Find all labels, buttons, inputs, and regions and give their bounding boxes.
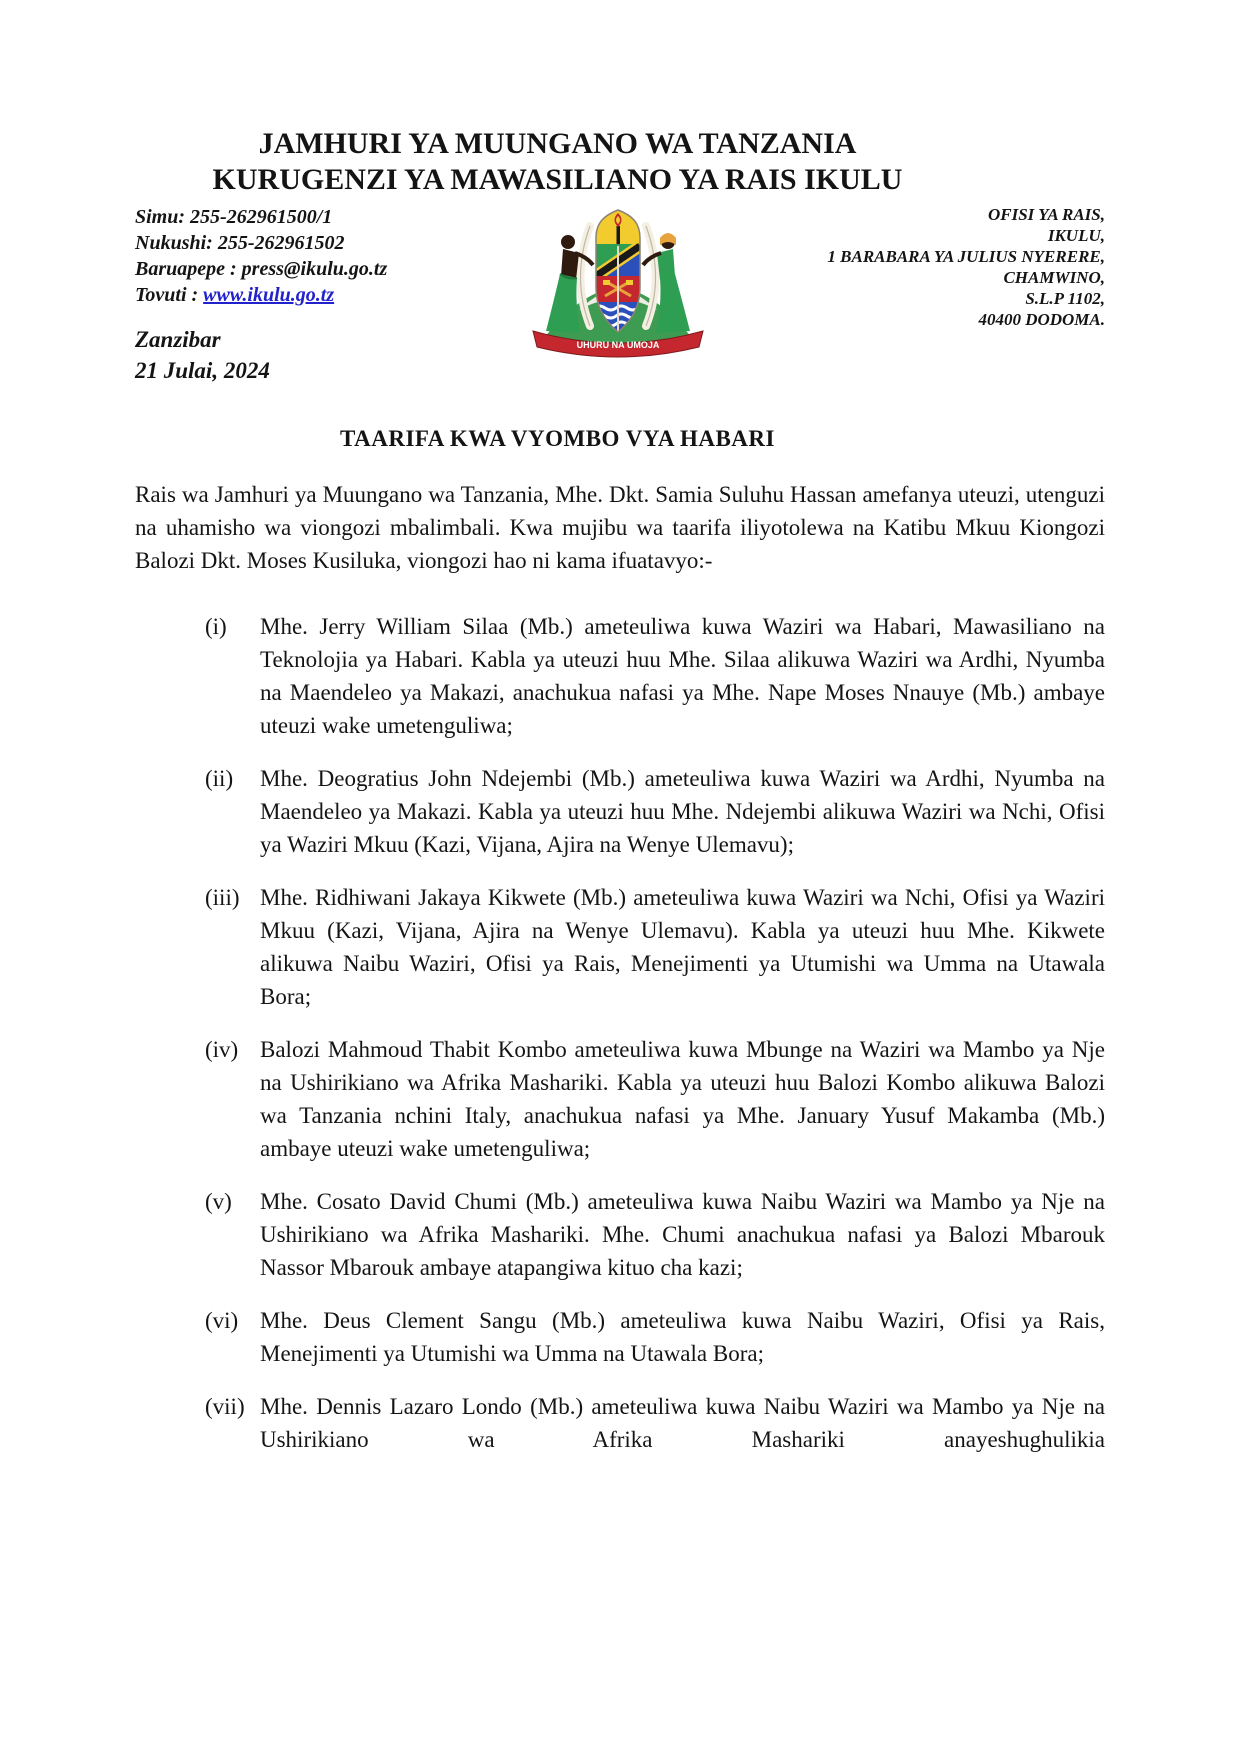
fax-label: Nukushi: xyxy=(135,232,213,254)
letterhead xyxy=(135,126,980,198)
website-label: Tovuti : xyxy=(135,284,199,306)
appointment-numeral: (ii) xyxy=(205,766,234,791)
dateline xyxy=(135,324,555,386)
appointment-text: Mhe. Ridhiwani Jakaya Kikwete (Mb.) ameteuliwa kuwa Waziri wa Nchi, Ofisi ya Waziri Mkuu (Kazi, Vijana, Ajira na Wenye Ulemavu). Kabla ya uteuzi huu Mhe. Kikwete alikuwa Naibu Waziri, Ofisi ya Rais, Menejimenti ya Utumishi wa Umma na Utawala Bora; xyxy=(260,885,1105,1009)
appointment-numeral: (vi) xyxy=(205,1308,239,1333)
dateline-place: Zanzibar xyxy=(135,327,221,352)
address-line: 40400 DODOMA. xyxy=(978,310,1105,329)
address-line: CHAMWINO, xyxy=(1003,268,1105,287)
org-title-line1: JAMHURI YA MUUNGANO WA TANZANIA xyxy=(258,127,857,160)
email-row xyxy=(135,256,555,282)
appointment-numeral: (iv) xyxy=(205,1037,239,1062)
letterhead-row xyxy=(135,204,1105,386)
org-title-line2: KURUGENZI YA MAWASILIANO YA RAIS IKULU xyxy=(212,163,903,196)
intro-paragraph: Rais wa Jamhuri ya Muungano wa Tanzania, Mhe. Dkt. Samia Suluhu Hassan amefanya uteuzi, utenguzi na uhamisho wa viongozi mbalimbali. Kwa mujibu wa taarifa iliyotolewa na Katibu Mkuu Kiongozi Balozi Dkt. Moses Kusiluka, viongozi hao ni kama ifuatavyo:- xyxy=(135,482,1105,573)
emblem-motto: UHURU NA UMOJA xyxy=(576,340,660,350)
appointment-text: Mhe. Dennis Lazaro Londo (Mb.) ameteuliwa kuwa Naibu Waziri wa Mambo ya Nje na Ushirikiano wa Afrika Mashariki anayeshughulikia xyxy=(260,1394,1105,1452)
appointment-text: Mhe. Jerry William Silaa (Mb.) ameteuliwa kuwa Waziri wa Habari, Mawasiliano na Teknolojia ya Habari. Kabla ya uteuzi huu Mhe. Silaa alikuwa Waziri wa Ardhi, Nyumba na Maendeleo ya Makazi, anachukua nafasi ya Mhe. Nape Moses Nnauye (Mb.) ambaye uteuzi wake umetenguliwa; xyxy=(260,614,1105,738)
email-label: Baruapepe : xyxy=(135,258,237,280)
list-item xyxy=(205,610,1105,742)
list-item xyxy=(205,1304,1105,1370)
appointment-text: Mhe. Cosato David Chumi (Mb.) ameteuliwa kuwa Naibu Waziri wa Mambo ya Nje na Ushirikiano wa Afrika Mashariki. Mhe. Chumi anachukua nafasi ya Balozi Mbarouk Nassor Mbarouk ambaye atapangiwa kituo cha kazi; xyxy=(260,1189,1105,1280)
website-row xyxy=(135,282,555,308)
email-value: press@ikulu.go.tz xyxy=(241,258,388,280)
phone-row xyxy=(135,204,555,230)
fax-row xyxy=(135,230,555,256)
list-item xyxy=(205,1185,1105,1284)
fax-value: 255-262961502 xyxy=(217,232,345,254)
list-item xyxy=(205,1390,1105,1456)
dateline-date: 21 Julai, 2024 xyxy=(135,358,270,383)
press-release-heading: TAARIFA KWA VYOMBO VYA HABARI xyxy=(340,426,775,451)
phone-label: Simu: xyxy=(135,206,186,228)
phone-value: 255-262961500/1 xyxy=(190,206,333,228)
appointments-list xyxy=(135,610,1105,1456)
address-line: OFISI YA RAIS, xyxy=(987,205,1105,224)
address-block xyxy=(827,204,1105,330)
appointment-numeral: (v) xyxy=(205,1189,232,1214)
appointment-numeral: (vii) xyxy=(205,1394,245,1419)
tanzania-coat-of-arms xyxy=(513,196,723,364)
contact-block xyxy=(135,204,555,386)
list-item xyxy=(205,1033,1105,1165)
address-line: 1 BARABARA YA JULIUS NYERERE, xyxy=(827,247,1105,266)
address-line: S.L.P 1102, xyxy=(1025,289,1105,308)
appointment-text: Balozi Mahmoud Thabit Kombo ameteuliwa kuwa Mbunge na Waziri wa Mambo ya Nje na Ushirikiano wa Afrika Mashariki. Kabla ya uteuzi huu Balozi Kombo alikuwa Balozi wa Tanzania nchini Italy, anachukua nafasi ya Mhe. January Yusuf Makamba (Mb.) ambaye uteuzi wake umetenguliwa; xyxy=(260,1037,1105,1161)
address-line: IKULU, xyxy=(1047,226,1105,245)
appointment-numeral: (i) xyxy=(205,614,227,639)
appointment-numeral: (iii) xyxy=(205,885,240,910)
list-item xyxy=(205,881,1105,1013)
website-link[interactable]: www.ikulu.go.tz xyxy=(203,284,335,306)
appointment-text: Mhe. Deogratius John Ndejembi (Mb.) ameteuliwa kuwa Waziri wa Ardhi, Nyumba na Maendeleo ya Makazi. Kabla ya uteuzi huu Mhe. Ndejembi alikuwa Waziri wa Nchi, Ofisi ya Waziri Mkuu (Kazi, Vijana, Ajira na Wenye Ulemavu); xyxy=(260,766,1105,857)
list-item xyxy=(205,762,1105,861)
appointment-text: Mhe. Deus Clement Sangu (Mb.) ameteuliwa kuwa Naibu Waziri, Ofisi ya Rais, Menejimenti ya Utumishi wa Umma na Utawala Bora; xyxy=(260,1308,1105,1366)
